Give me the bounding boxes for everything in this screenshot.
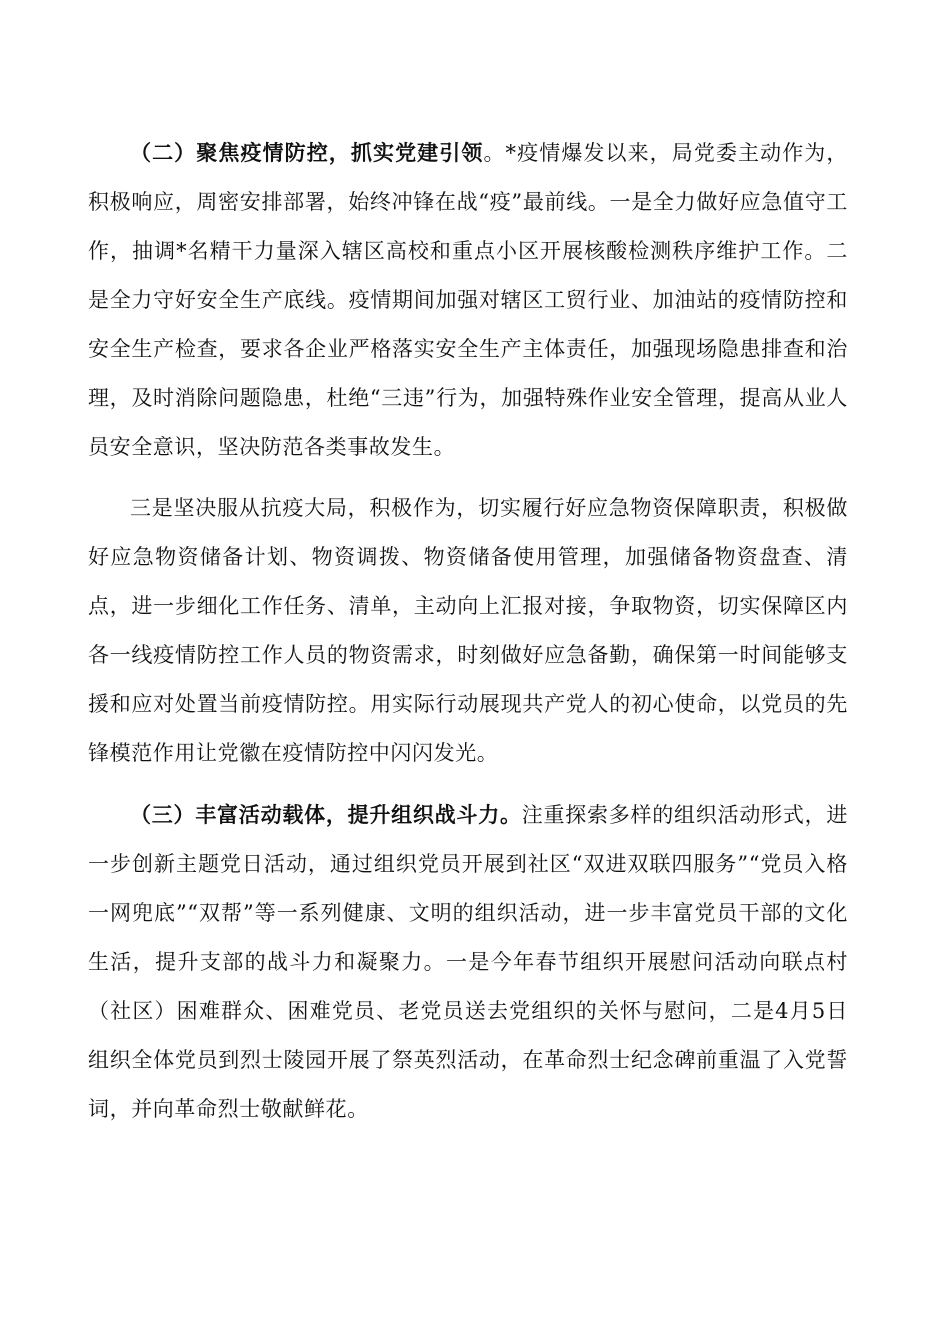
paragraph-epidemic-prevention: [88, 128, 848, 472]
paragraph-heading: （二）聚焦疫情防控，抓实党建引领: [130, 140, 484, 165]
paragraph-text: 注重探索多样的组织活动形式，进一步创新主题党日活动，通过组织党员开展到社区“双进双联四服务”“党员入格一网兜底”“双帮”等一系列健康、文明的组织活动，进一步丰富党员干部的文化生活，提升支部的战斗力和凝聚力。一是今年春节组织开展慰问活动向联点村（社区）困难群众、困难党员、老党员送去党组织的关怀与慰问，二是4月5日组织全体党员到烈士陵园开展了祭英烈活动，在革命烈士纪念碑前重温了入党誓词，并向革命烈士敬献鲜花。: [88, 803, 848, 1121]
paragraph-heading: （三）丰富活动载体，提升组织战斗力。: [130, 802, 522, 827]
document-body: [88, 128, 848, 1146]
paragraph-text: 三是坚决服从抗疫大局，积极作为，切实履行好应急物资保障职责，积极做好应急物资储备计划、物资调拨、物资储备使用管理，加强储备物资盘查、清点，进一步细化工作任务、清单，主动向上汇报对接，争取物资，切实保障区内各一线疫情防控工作人员的物资需求，时刻做好应急备勤，确保第一时间能够支援和应对处置当前疫情防控。用实际行动展现共产党人的初心使命，以党员的先锋模范作用让党徽在疫情防控中闪闪发光。: [88, 496, 848, 765]
paragraph-text: 。*疫情爆发以来，局党委主动作为，积极响应，周密安排部署，始终冲锋在战“疫”最前线。一是全力做好应急值守工作，抽调*名精干力量深入辖区高校和重点小区开展核酸检测秩序维护工作。二是全力守好安全生产底线。疫情期间加强对辖区工贸行业、加油站的疫情防控和安全生产检查，要求各企业严格落实安全生产主体责任，加强现场隐患排查和治理，及时消除问题隐患，杜绝“三违”行为，加强特殊作业安全管理，提高从业人员安全意识，坚决防范各类事故发生。: [88, 141, 848, 459]
paragraph-organization-activities: [88, 790, 848, 1134]
paragraph-supplies-support: [88, 484, 848, 778]
